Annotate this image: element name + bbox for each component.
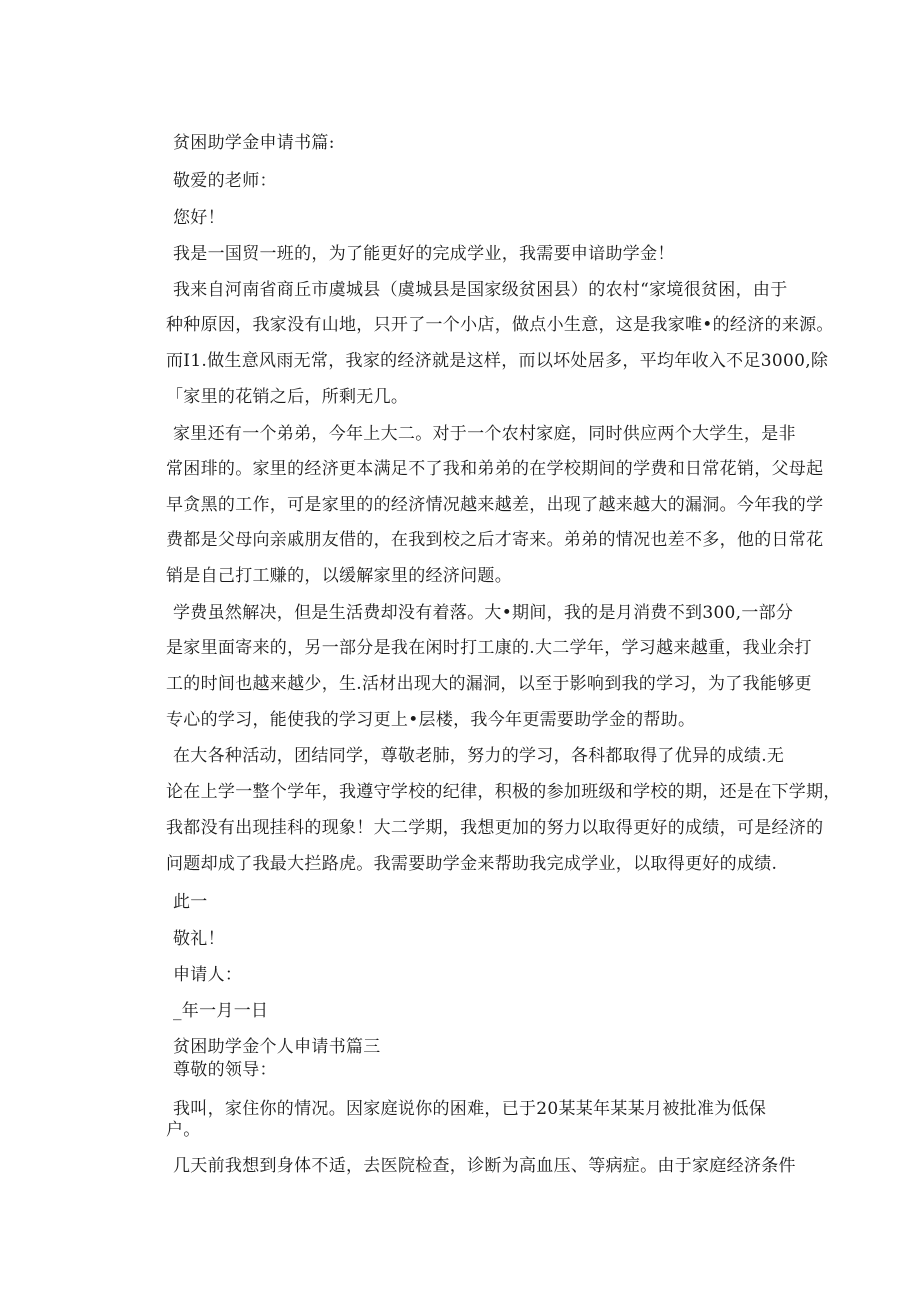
section1-para4-line2: 是家里面寄来的，另一部分是我在闲时打工康的.大二学年，学习越来越重，我业余打 [166,638,812,658]
section1-greeting: 您好！ [173,208,225,228]
section1-para2-line4: 「家里的花销之后，所剩无几。 [166,387,409,407]
section1-para2-line2: 种种原因，我家没有山地，只开了一个小店，做点小生意，这是我家唯•的经济的来源。 [166,315,834,335]
section1-closing1: 此一 [173,892,208,912]
section1-para3-line3: 早贪黑的工作，可是家里的的经济情况越来越差，出现了越来越大的漏洞。今年我的学 [166,495,824,515]
section1-closing2: 敬礼！ [173,929,225,949]
section1-applicant: 申请人： [173,965,243,985]
section1-title: 贫困助学金申请书篇: [173,133,335,153]
section1-date: _年一月一日 [173,1001,269,1021]
section1-para5-line3: 我都没有出现挂科的现象！大二学期，我想更加的努力以取得更好的成绩，可是经济的 [166,818,824,838]
section1-para5-line4: 问题却成了我最大拦路虎。我需要助学金来帮助我完成学业，以取得更好的成绩. [166,854,778,874]
section1-para3-line5: 销是自己打工赚的，以缓解家里的经济问题。 [166,566,512,586]
section2-para2-line1: 几天前我想到身体不适，去医院检查，诊断为高血压、等病症。由于家庭经济条件 [173,1156,796,1176]
section1-para4-line1: 学费虽然解决，但是生活费却没有着落。大•期间，我的是月消费不到300,一部分 [173,603,794,623]
section1-para3-line1: 家里还有一个弟弟，今年上大二。对于一个农村家庭，同时供应两个大学生，是非 [173,424,796,444]
section1-para5-line1: 在大各种活动，团结同学，尊敬老肺，努力的学习，各科都取得了优异的成绩.无 [173,746,785,766]
section1-para2-line1: 我来自河南省商丘市虞城县（虞城县是国家级贫困县）的农村“家境很贫困，由于 [173,280,788,300]
section1-para3-line2: 常困琲的。家里的经济更本满足不了我和弟弟的在学校期间的学费和日常花销，父母起 [166,459,824,479]
section2-salutation: 尊敬的领导： [173,1060,277,1080]
section1-para4-line3: 工的时间也越来越少，生.活材出现大的漏洞，以至于影响到我的学习，为了我能够更 [166,674,812,694]
section1-salutation: 敬爱的老师： [173,171,277,191]
section1-para3-line4: 费都是父母向亲戚朋友借的，在我到校之后才寄来。弟弟的情况也差不多，他的日常花 [166,530,824,550]
section2-para1-line1: 我叫，家住你的情况。因家庭说你的困难，已于20某某年某某月被批准为低保 [173,1099,767,1119]
section1-para4-line4: 专心的学习，能使我的学习更上•层楼，我今年更需要助学金的帮助。 [166,710,696,730]
section2-title: 贫困助学金个人申请书篇三 [173,1037,381,1057]
section2-para1-line2: 户。 [166,1120,201,1140]
section1-para5-line2: 论在上学一整个学年，我遵守学校的纪律，积极的参加班级和学校的期，还是在下学期， [166,782,841,802]
section1-para2-line3: 而I1.做生意风雨无常，我家的经济就是这样，而以坏处居多，平均年收入不足3000,除 [166,351,829,371]
section1-para1: 我是一国贸一班的，为了能更好的完成学业，我需要申谙助学金！ [173,244,675,264]
